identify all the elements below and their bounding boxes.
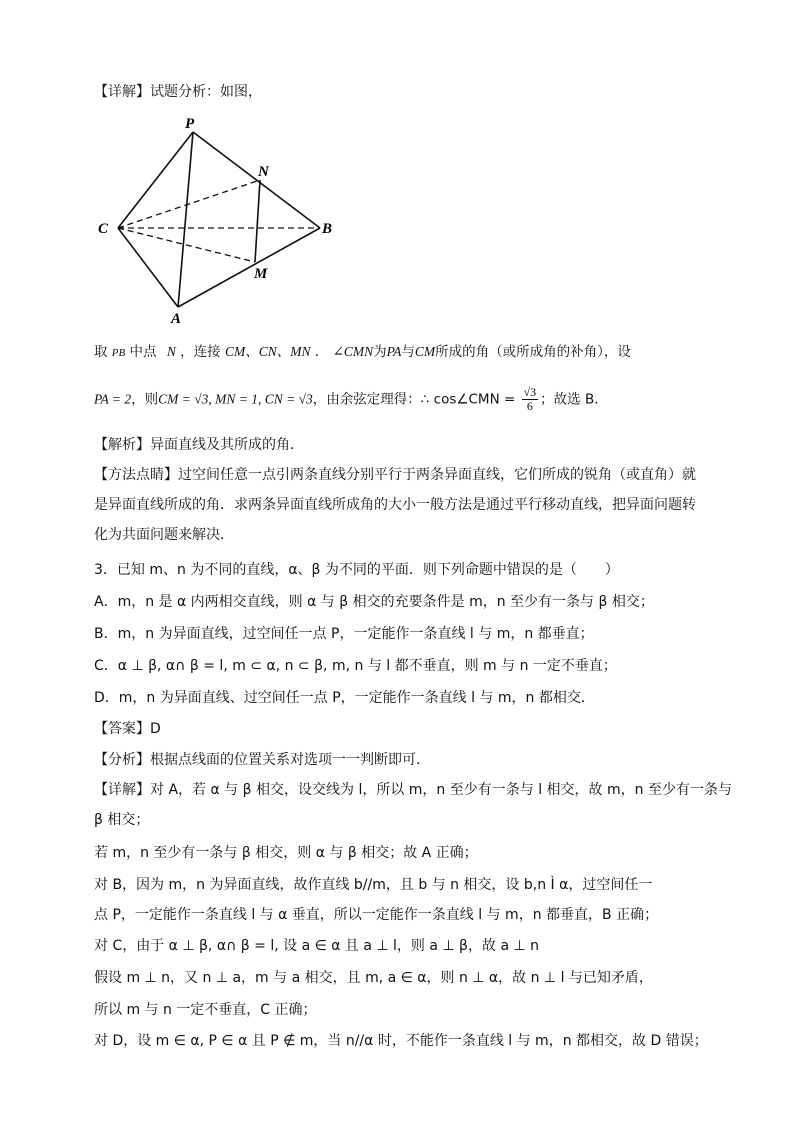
edge-PB (193, 132, 320, 228)
fenxi-bracket: 【分析】 (94, 752, 150, 768)
analysis-bracket: 【解析】 (94, 437, 150, 453)
numerator: √3 (523, 385, 537, 399)
detail-header (94, 82, 262, 102)
solution-line-1 (94, 342, 631, 363)
text: ，则 (131, 391, 159, 408)
text: 中点 (129, 344, 157, 360)
edge-CA (118, 228, 178, 307)
method-line-1 (94, 465, 696, 485)
text: 与 (401, 344, 415, 360)
detail-bracket: 【详解】 (94, 84, 150, 100)
text: 取 (94, 344, 108, 360)
detail2-line-8: 所以 m 与 n 一定不垂直，C 正确； (94, 1002, 317, 1018)
edge-AB (178, 228, 320, 307)
answer-line (94, 719, 161, 739)
segment-cm: CM (414, 344, 436, 359)
cos-fraction (522, 386, 539, 413)
text: ；故选 B． (540, 391, 608, 408)
label-P: P (185, 116, 195, 132)
detail2-line-2: β 相交； (94, 812, 150, 828)
detail-text: 试题分析：如图， (150, 84, 262, 100)
segment-pa: PA (386, 344, 402, 359)
method-bracket: 【方法点睛】 (94, 467, 178, 483)
detail2-line-3: 若 m，n 至少有一条与 β 相交，则 α 与 β 相交；故 A 正确； (94, 845, 478, 861)
detail2-line-1 (94, 780, 732, 800)
text: 为 (373, 344, 387, 360)
text: ，由余弦定理得：∴ cos∠CMN = (312, 391, 516, 408)
lengths: CM = √3, MN = 1, CN = √3 (158, 391, 313, 407)
label-B: B (322, 221, 333, 237)
method-line-3: 化为共面问题来解决． (94, 527, 234, 543)
analysis-text: 异面直线及其所成的角． (150, 437, 304, 453)
analysis-line (94, 435, 304, 455)
label-N: N (258, 164, 269, 180)
q3-option-d: D．m，n 为异面直线、过空间任一点 P，一定能作一条直线 l 与 m，n 都相交． (94, 690, 595, 706)
text: ，连接 (180, 344, 221, 360)
detail2-line-4: 对 B，因为 m，n 为异面直线，故作直线 b//m，且 b 与 n 相交，设 b,n Ì α，过空间任一 (94, 877, 653, 893)
answer-text: D (150, 721, 161, 737)
label-M: M (254, 266, 268, 282)
solution-line-2 (94, 386, 608, 413)
detail2-line-5: 点 P，一定能作一条直线 l 与 α 垂直，所以一定能作一条直线 l 与 m，n 都垂直，B 正确； (94, 907, 659, 923)
label-A: A (171, 311, 182, 327)
answer-bracket: 【答案】 (94, 721, 150, 737)
label-C: C (98, 221, 109, 237)
edge-CM (118, 228, 255, 262)
pa-value: PA = 2 (94, 391, 132, 407)
text: 所成的角（或所成角的补角），设 (435, 344, 631, 360)
detail2-text: 对 A，若 α 与 β 相交，设交线为 l，所以 m，n 至少有一条与 l 相交，故 m，n 至少有一条与 (150, 782, 732, 798)
q3-option-a: A．m，n 是 α 内两相交直线，则 α 与 β 相交的充要条件是 m，n 至少有一条与 β 相交； (94, 594, 654, 610)
method-line-2: 是异面直线所成的角．求两条异面直线所成角的大小一般方法是通过平行移动直线，把异面问题转 (94, 497, 696, 513)
fenxi-text: 根据点线面的位置关系对选项一一判断即可． (150, 752, 430, 768)
denominator: 6 (526, 399, 533, 413)
edge-PA (178, 132, 193, 307)
detail2-bracket: 【详解】 (94, 782, 150, 798)
detail2-line-6: 对 C，由于 α ⊥ β, α∩ β = l, 设 a ∈ α 且 a ⊥ l，则 a ⊥ β，故 a ⊥ n (94, 938, 539, 954)
point-n: N (166, 344, 176, 359)
edge-PC (118, 132, 193, 228)
edge-NM (255, 180, 260, 262)
detail2-line-9: 对 D，设 m ∈ α, P ∈ α 且 P ∉ m，当 n//α 时，不能作一条直线 l 与 m，n 都相交，故 D 错误； (94, 1033, 708, 1049)
q3-option-c: C．α ⊥ β, α∩ β = l, m ⊂ α, n ⊂ β, m, n 与 l 都不垂直，则 m 与 n 一定不垂直； (94, 658, 617, 674)
detail2-line-7: 假设 m ⊥ n，又 n ⊥ a，m 与 a 相交，且 m, a ∈ α，则 n ⊥ α，故 n ⊥ l 与已知矛盾， (94, 970, 653, 986)
segments: CM、CN、MN (224, 344, 311, 359)
angle-cmn: ∠CMN (332, 344, 374, 359)
method-text: 过空间任意一点引两条直线分别平行于两条异面直线，它们所成的锐角（或直角）就 (178, 467, 696, 483)
fenxi-line (94, 750, 430, 770)
segment-pb: PB (111, 347, 126, 359)
text: ． (314, 344, 329, 360)
pyramid-figure (90, 110, 350, 330)
q3-stem: 3．已知 m、n 为不同的直线，α、β 为不同的平面．则下列命题中错误的是（ ） (94, 562, 619, 578)
q3-option-b: B．m，n 为异面直线，过空间任一点 P，一定能作一条直线 l 与 m，n 都垂直； (94, 626, 594, 642)
